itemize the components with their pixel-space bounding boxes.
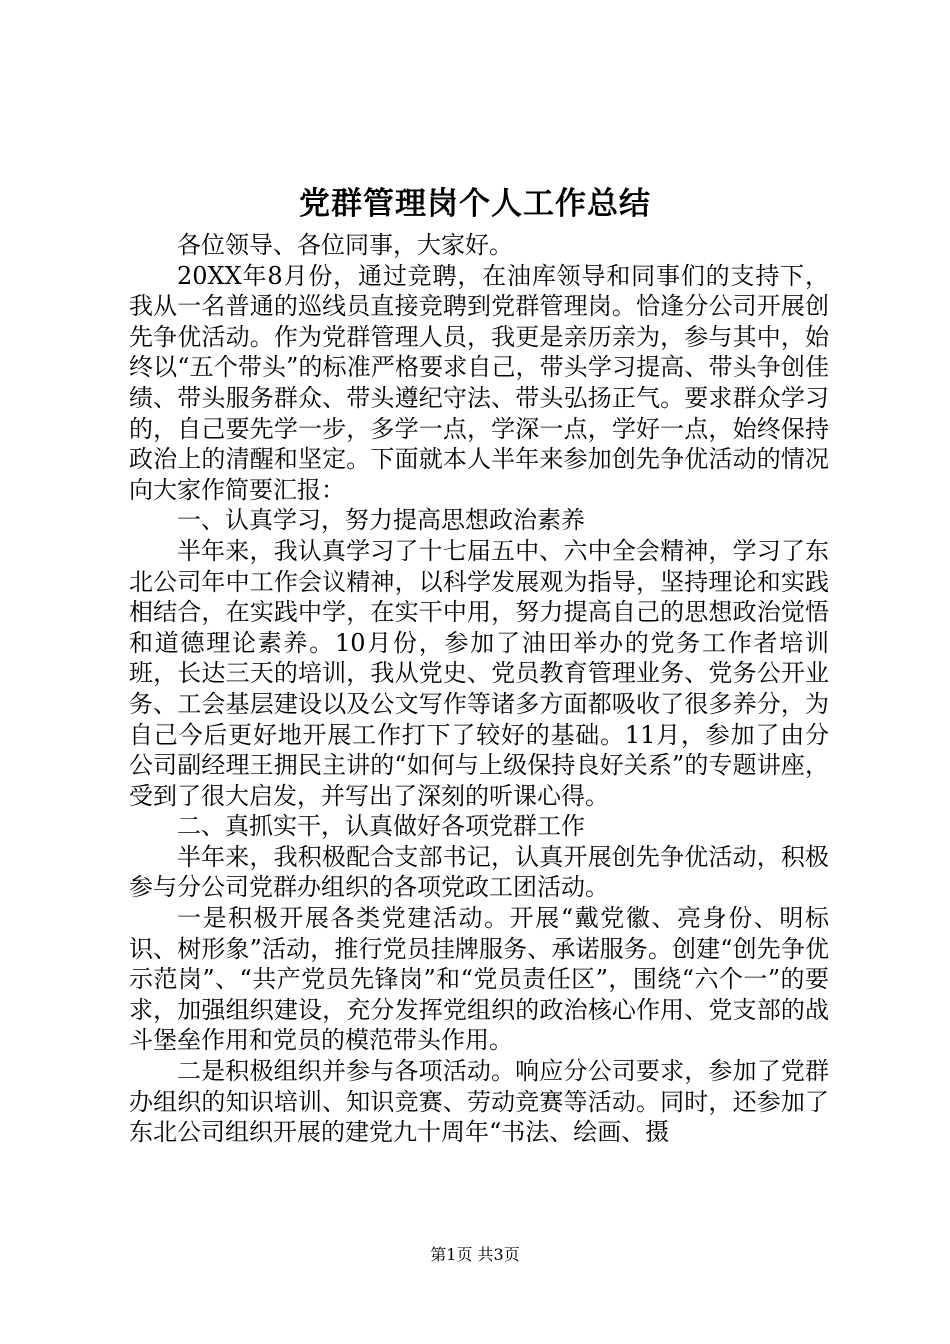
- paragraph-greeting: 各位领导、各位同事，大家好。: [177, 231, 513, 259]
- paragraph-activities: 二是积极组织并参与各项活动。响应分公司要求，参加了党群办组织的知识培训、知识竞赛、劳动竞赛等活动。同时，还参加了东北公司组织开展的建党九十周年“书法、绘画、摄: [129, 1057, 829, 1147]
- section-heading-1: 一、认真学习，努力提高思想政治素养: [177, 506, 585, 535]
- section-heading-2: 二、真抓实干，认真做好各项党群工作: [177, 812, 585, 841]
- document-title: 党群管理岗个人工作总结: [299, 186, 651, 222]
- paragraph-party-building: 一是积极开展各类党建活动。开展“戴党徽、亮身份、明标识、树形象”活动，推行党员挂牌服务、承诺服务。创建“创先争优示范岗”、“共产党员先锋岗”和“党员责任区”，围绕“六个一”的要求，加强组织建设，充分发挥党组织的政治核心作用、党支部的战斗堡垒作用和党员的模范带头作用。: [129, 904, 829, 1055]
- paragraph-work: 半年来，我积极配合支部书记，认真开展创先争优活动，积极参与分公司党群办组织的各项党政工团活动。: [129, 842, 829, 902]
- page-footer: 第1页 共3页: [430, 1245, 520, 1264]
- document-body: [129, 230, 829, 1148]
- paragraph-intro: 20XX年8月份，通过竞聘，在油库领导和同事们的支持下，我从一名普通的巡线员直接竞聘到党群管理岗。恰逢分公司开展创先争优活动。作为党群管理人员，我更是亲历亲为，参与其中，始终以“五个带头”的标准严格要求自己，带头学习提高、带头争创佳绩、带头服务群众、带头遵纪守法、带头弘扬正气。要求群众学习的，自己要先学一步，多学一点，学深一点，学好一点，始终保持政治上的清醒和坚定。下面就本人半年来参加创先争优活动的情况向大家作简要汇报：: [129, 261, 829, 504]
- paragraph-study: 半年来，我认真学习了十七届五中、六中全会精神，学习了东北公司年中工作会议精神，以科学发展观为指导，坚持理论和实践相结合，在实践中学，在实干中用，努力提高自己的思想政治觉悟和道德理论素养。10月份，参加了油田举办的党务工作者培训班，长达三天的培训，我从党史、党员教育管理业务、党务公开业务、工会基层建设以及公文写作等诸多方面都吸收了很多养分，为自己今后更好地开展工作打下了较好的基础。11月，参加了由分公司副经理王拥民主讲的“如何与上级保持良好关系”的专题讲座，受到了很大启发，并写出了深刻的听课心得。: [129, 536, 829, 810]
